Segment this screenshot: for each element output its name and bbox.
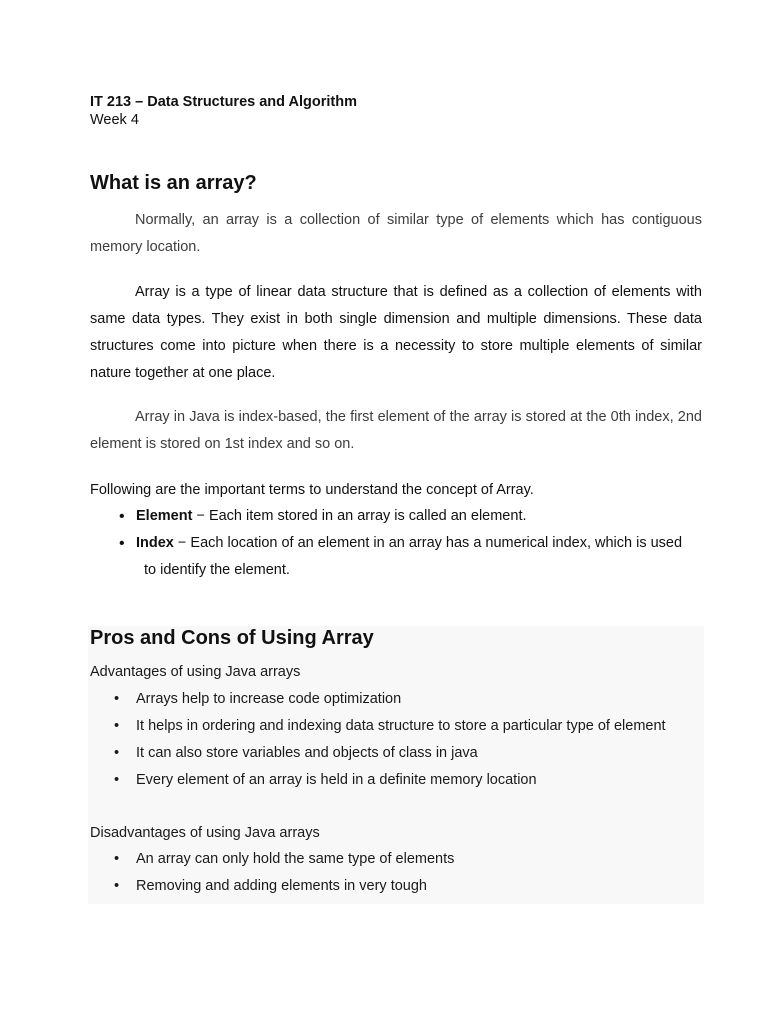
bullet-icon: • <box>114 745 120 761</box>
bullet-icon: • <box>119 508 125 525</box>
disadvantage-text: An array can only hold the same type of elements <box>136 851 455 867</box>
term-name: Index <box>136 535 174 551</box>
list-item <box>114 717 666 735</box>
terms-intro: Following are the important terms to understand the concept of Array. <box>90 482 534 498</box>
advantages-heading: Advantages of using Java arrays <box>90 664 301 680</box>
disadvantages-heading: Disadvantages of using Java arrays <box>90 825 320 841</box>
paragraph-index-based: Array in Java is index-based, the first element of the array is stored at the 0th index, 2nd element is stored on 1st index and so on. <box>90 409 702 452</box>
term-definition: − Each item stored in an array is called an element. <box>192 508 527 524</box>
bullet-icon: • <box>119 535 125 552</box>
paragraph-definition: Normally, an array is a collection of similar type of elements which has contiguous memory location. <box>90 212 702 255</box>
disadvantage-text: Removing and adding elements in very tough <box>136 878 427 894</box>
advantage-text: Arrays help to increase code optimization <box>136 691 402 707</box>
term-item-index <box>119 530 702 584</box>
bullet-icon: • <box>114 691 120 707</box>
bullet-icon: • <box>114 772 120 788</box>
section-heading-what-is-array: What is an array? <box>90 172 257 194</box>
section-heading-pros-cons: Pros and Cons of Using Array <box>90 627 374 649</box>
list-item <box>114 877 427 895</box>
term-definition-continuation: to identify the element. <box>144 562 290 578</box>
list-item <box>114 690 402 708</box>
term-item-element <box>119 503 702 530</box>
advantage-text: Every element of an array is held in a definite memory location <box>136 772 537 788</box>
paragraph-linear-structure: Array is a type of linear data structure that is defined as a collection of elements with same data types. They exist in both single dimension and multiple dimensions. These data structures come into picture when there is a necessity to store multiple elements of similar nature together at one place. <box>90 284 702 381</box>
advantage-text: It helps in ordering and indexing data structure to store a particular type of element <box>136 718 666 734</box>
bullet-icon: • <box>114 851 120 867</box>
bullet-icon: • <box>114 718 120 734</box>
advantage-text: It can also store variables and objects of class in java <box>136 745 478 761</box>
week-label: Week 4 <box>90 112 139 128</box>
list-item <box>114 850 455 868</box>
course-title: IT 213 – Data Structures and Algorithm <box>90 94 357 110</box>
list-item <box>114 771 537 789</box>
list-item <box>114 744 478 762</box>
bullet-icon: • <box>114 878 120 894</box>
term-name: Element <box>136 508 193 524</box>
term-definition: − Each location of an element in an array has a numerical index, which is used <box>173 535 683 551</box>
